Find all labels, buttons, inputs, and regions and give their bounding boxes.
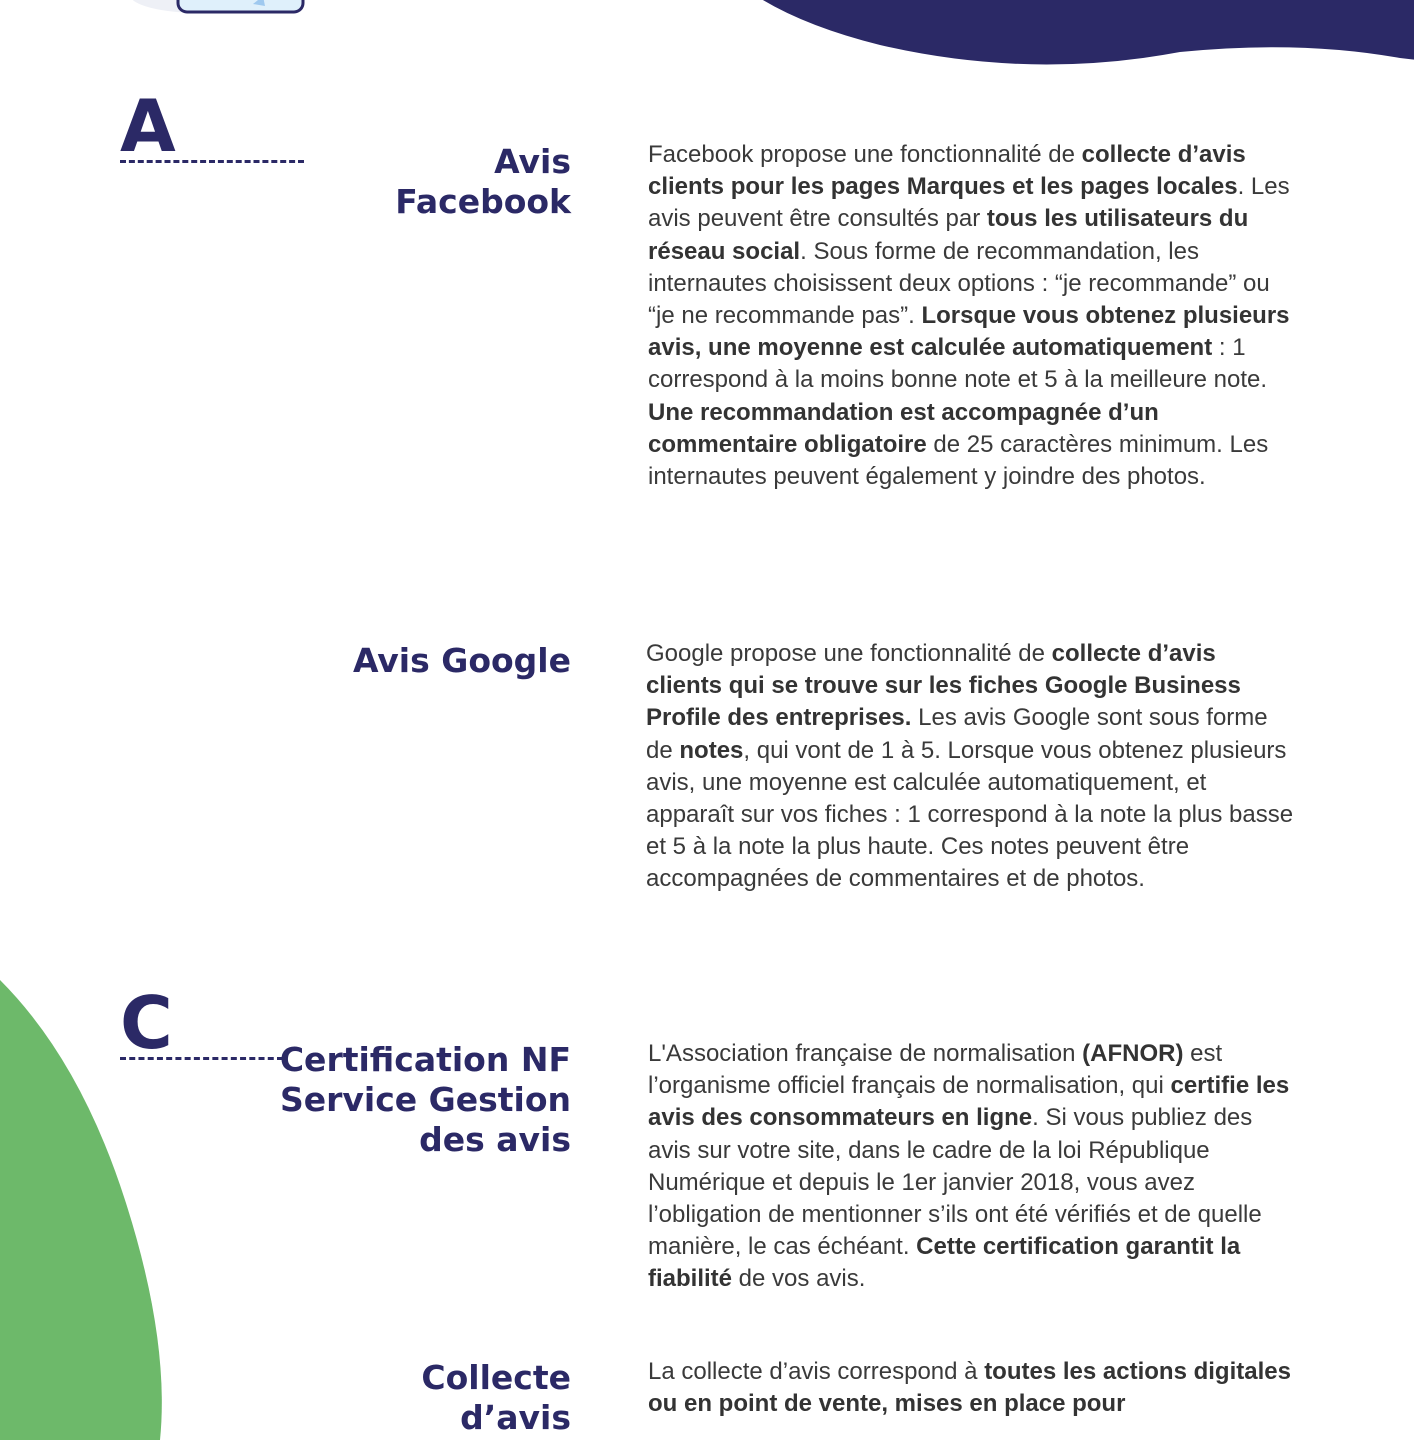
definition-avis-google	[646, 638, 1296, 896]
navy-wave-shape	[700, 0, 1414, 70]
body-text: de vos avis.	[732, 1265, 866, 1293]
body-text: : 1 correspond à la moins bonne note et 5 à la meilleure note.	[648, 334, 1268, 394]
term-avis-google: Avis Google	[352, 641, 571, 680]
emphasis-text: collecte d’avis clients qui se trouve sur les fiches Google Business Profile des entreprises.	[646, 640, 1241, 732]
emphasis-text: notes	[679, 736, 744, 764]
body-text: . Les avis peuvent être consultés par	[648, 173, 1290, 233]
emphasis-text: collecte d’avis clients pour les pages Marques et les pages locales	[648, 141, 1246, 201]
emphasis-text: certifie les avis des consommateurs en ligne	[648, 1072, 1290, 1132]
body-text: Les avis Google sont sous forme de	[646, 704, 1268, 764]
body-text: L'Association française de normalisation	[648, 1040, 1083, 1067]
definition-avis-facebook	[648, 139, 1298, 493]
emphasis-text: Lorsque vous obtenez plusieurs avis, une moyenne est calculée automatiquement	[648, 302, 1290, 362]
illustration-fragment	[120, 0, 320, 20]
emphasis-text: Cette certification garantit la fiabilité	[648, 1233, 1241, 1293]
emphasis-text: tous les utilisateurs du réseau social	[648, 205, 1249, 265]
definition-collecte-avis	[648, 1356, 1298, 1420]
body-text: Facebook propose une fonctionnalité de	[648, 141, 1082, 168]
section-divider-c	[120, 1057, 283, 1060]
section-letter-c: C	[120, 981, 173, 1065]
emphasis-text: toutes les actions digitales ou en point de vente, mises en place pour	[648, 1358, 1291, 1418]
emphasis-text: (AFNOR)	[1082, 1040, 1184, 1067]
body-text: , qui vont de 1 à 5. Lorsque vous obtenez plusieurs avis, une moyenne est calculée automatiquement, et apparaît sur vos fiches : 1 correspond à la note la plus basse et 5 à la note la plus haute. Ces notes peuvent être accompagnées de commentaires et de photos.	[646, 736, 1294, 893]
body-text: de 25 caractères minimum. Les internautes peuvent également y joindre des photos.	[648, 430, 1269, 491]
body-text: . Si vous publiez des avis sur votre site, dans le cadre de la loi République Numérique et depuis le 1er janvier 2018, vous avez l’obligation de mentionner s’ils ont été vérifiés et de quelle manière, le cas échéant.	[648, 1104, 1262, 1261]
section-divider-a	[120, 160, 304, 163]
body-text: Google propose une fonctionnalité de	[646, 640, 1052, 667]
definition-certification-nf	[648, 1038, 1298, 1296]
body-text: . Sous forme de recommandation, les internautes choisissent deux options : “je recommande” ou “je ne recommande pas”.	[648, 237, 1270, 330]
body-text: La collecte d’avis correspond à	[648, 1358, 985, 1385]
term-collecte-avis: Collecte d’avis	[421, 1358, 571, 1437]
term-avis-facebook: Avis Facebook	[395, 142, 571, 221]
emphasis-text: Une recommandation est accompagnée d’un commentaire obligatoire	[648, 398, 1159, 458]
term-certification-nf: Certification NF Service Gestion des avis	[279, 1040, 571, 1159]
section-letter-a: A	[120, 84, 176, 168]
body-text: est l’organisme officiel français de normalisation, qui	[648, 1040, 1223, 1100]
